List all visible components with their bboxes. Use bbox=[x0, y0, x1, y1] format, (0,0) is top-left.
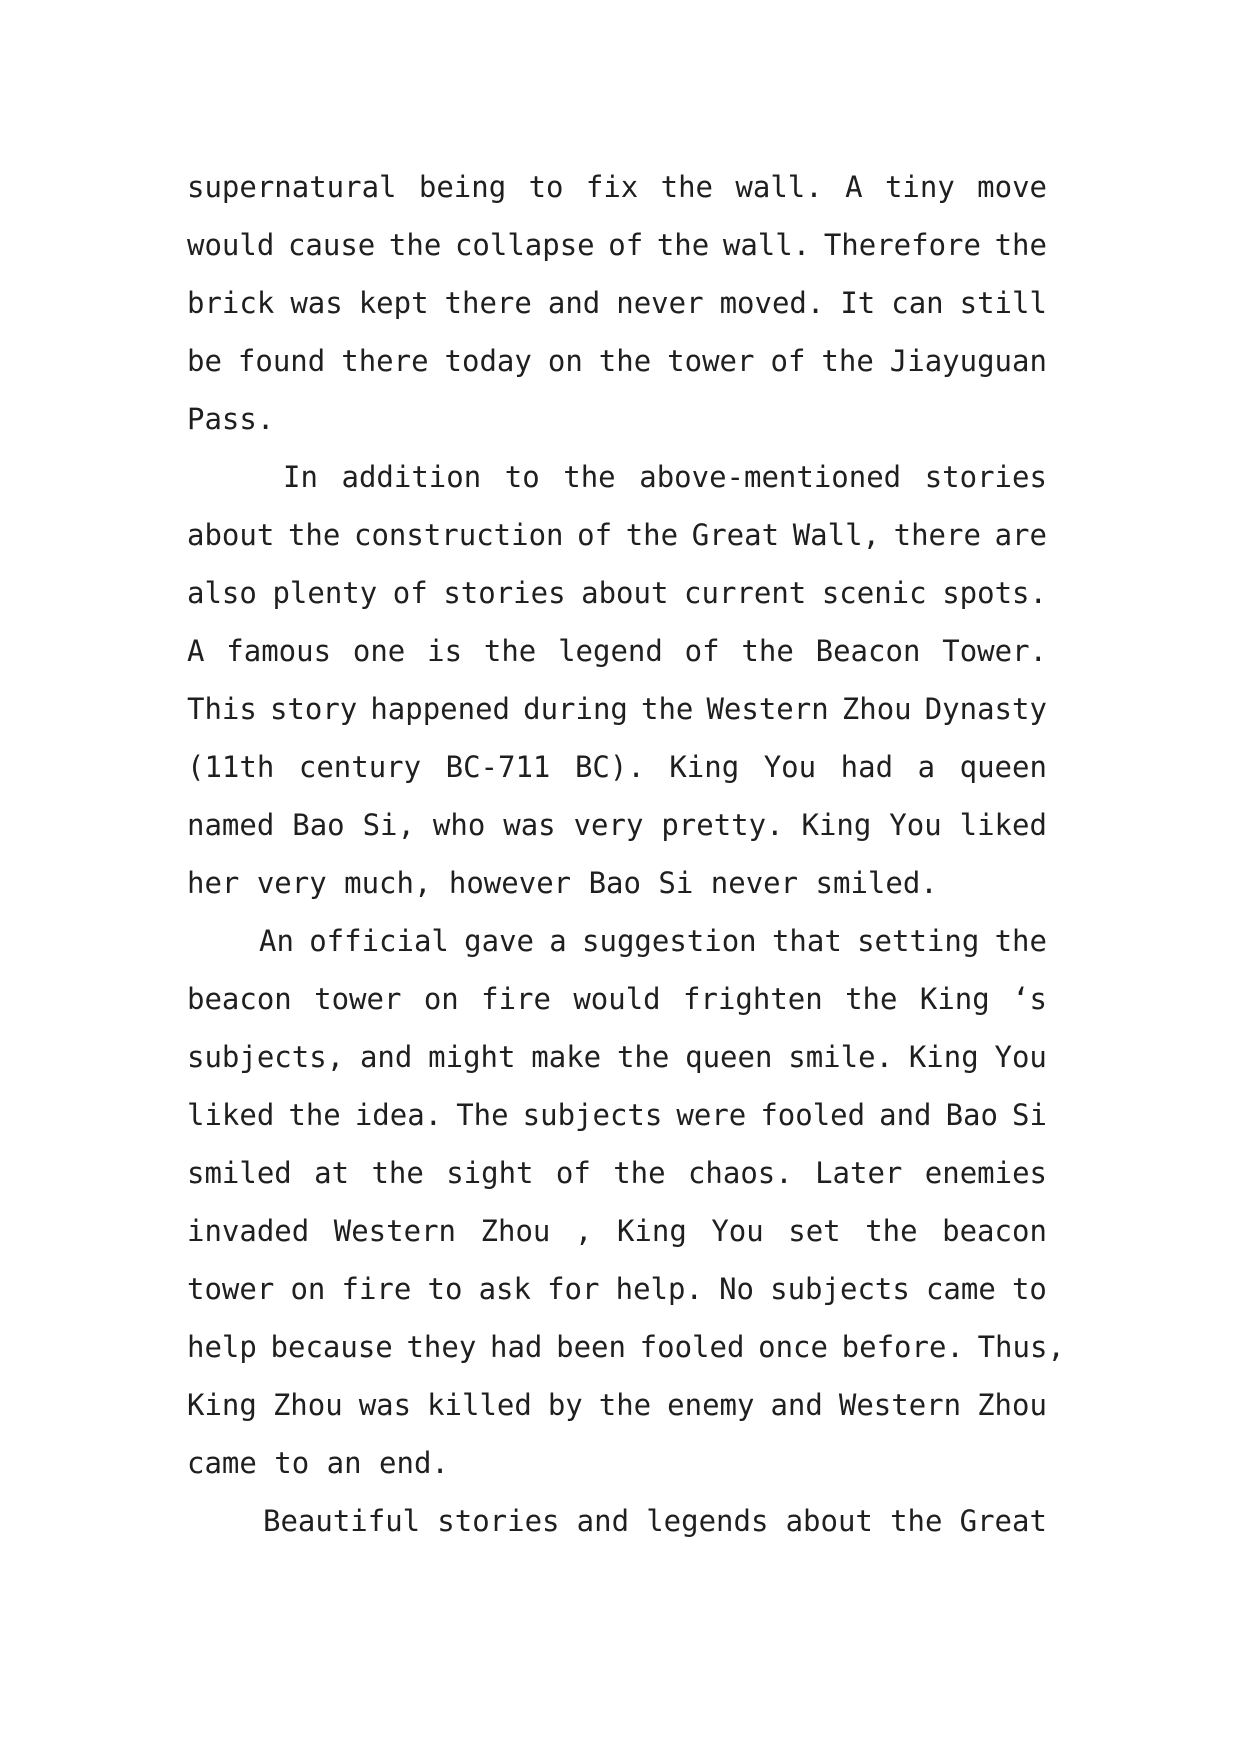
text-line: A famous one is the legend of the Beacon Tower. bbox=[187, 634, 1047, 668]
text-line: about the construction of the Great Wall, there are bbox=[187, 518, 1047, 552]
text-line: In addition to the above-mentioned stories bbox=[283, 460, 1047, 494]
text-line: supernatural being to fix the wall. A tiny move bbox=[187, 170, 1047, 204]
text-line: her very much, however Bao Si never smiled. bbox=[187, 866, 938, 900]
text-line: brick was kept there and never moved. It can still bbox=[187, 286, 1047, 320]
text-line: King Zhou was killed by the enemy and Western Zhou bbox=[187, 1388, 1047, 1422]
text-line: also plenty of stories about current scenic spots. bbox=[187, 576, 1047, 610]
body-text bbox=[187, 158, 1234, 1550]
text-line: beacon tower on fire would frighten the King ‘s bbox=[187, 982, 1047, 1016]
text-line: An official gave a suggestion that setting the bbox=[259, 924, 1047, 958]
text-line: be found there today on the tower of the Jiayuguan bbox=[187, 344, 1047, 378]
text-line: This story happened during the Western Zhou Dynasty bbox=[187, 692, 1047, 726]
text-line: Pass. bbox=[187, 402, 275, 436]
text-line: liked the idea. The subjects were fooled and Bao Si bbox=[187, 1098, 1047, 1132]
text-line: (11th century BC-711 BC). King You had a queen bbox=[187, 750, 1047, 784]
text-line: invaded Western Zhou , King You set the beacon bbox=[187, 1214, 1047, 1248]
text-line: would cause the collapse of the wall. Therefore the bbox=[187, 228, 1047, 262]
text-line: Beautiful stories and legends about the Great bbox=[263, 1504, 1047, 1538]
text-line: came to an end. bbox=[187, 1446, 449, 1480]
text-line: smiled at the sight of the chaos. Later enemies bbox=[187, 1156, 1047, 1190]
text-line: subjects, and might make the queen smile. King You bbox=[187, 1040, 1047, 1074]
text-line: tower on fire to ask for help. No subjects came to bbox=[187, 1272, 1047, 1306]
text-line: named Bao Si, who was very pretty. King You liked bbox=[187, 808, 1047, 842]
text-line: help because they had been fooled once before. Thus, bbox=[187, 1330, 1065, 1364]
